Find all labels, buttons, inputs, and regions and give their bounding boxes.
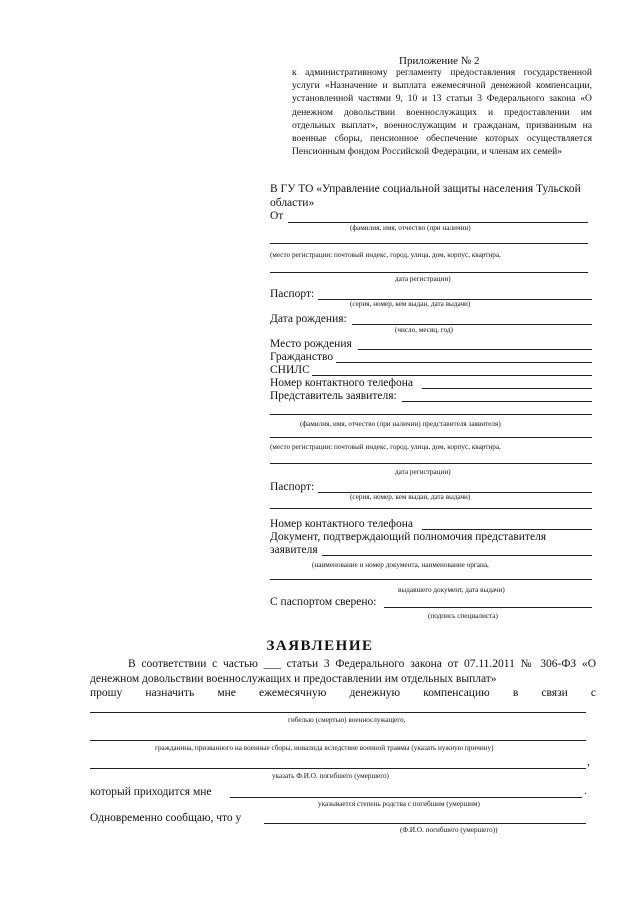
reg-caption: (место регистрации: почтовый индекс, город, улица, дом, корпус, квартира, xyxy=(270,251,501,259)
snils-label: СНИЛС xyxy=(270,364,310,376)
citizenship-line[interactable] xyxy=(336,362,592,363)
phone-label: Номер контактного телефона xyxy=(270,377,414,389)
citizenship-label: Гражданство xyxy=(270,351,334,363)
reg-line[interactable] xyxy=(270,272,588,273)
birth-date-line[interactable] xyxy=(352,324,592,325)
statement-body xyxy=(90,657,596,701)
verified-caption: (подпись специалиста) xyxy=(428,612,498,620)
reason-line-2[interactable] xyxy=(90,740,586,741)
rep-phone-line[interactable] xyxy=(422,529,592,530)
also-line[interactable] xyxy=(264,823,586,824)
appendix-title: Приложение № 2 xyxy=(399,55,480,67)
deceased-line[interactable] xyxy=(90,768,586,769)
from-line[interactable] xyxy=(288,222,588,223)
statement-para-2: прошу назначить мне ежемесячную денежную компенсацию в связи с xyxy=(90,687,596,699)
rep-line-2[interactable] xyxy=(270,414,592,415)
caption-3: указать Ф.И.О. погибшего (умершего) xyxy=(272,772,389,780)
statement-para-1: В соответствии с частью ___ статьи 3 Федерального закона от 07.11.2011 № 306-ФЗ «О денежном довольствии военнослужащих и предоставлении им отдельных выплат» xyxy=(90,658,596,685)
also-caption: (Ф.И.О. погибшего (умершего)) xyxy=(400,826,498,834)
doc-label-1: Документ, подтверждающий полномочия представителя xyxy=(270,531,547,543)
fio-caption: (фамилия, имя, отчество (при наличии) xyxy=(350,224,471,232)
doc-line-2[interactable] xyxy=(270,579,592,580)
snils-line[interactable] xyxy=(312,375,592,376)
rep-phone-label: Номер контактного телефона xyxy=(270,518,414,530)
rep-reg-date-caption: дата регистрации) xyxy=(395,468,451,476)
relation-period: . xyxy=(584,785,587,797)
rep-reg-caption: (место регистрации: почтовый индекс, город, улица, дом, корпус, квартира, xyxy=(270,443,501,451)
recipient-to: В ГУ ТО «Управление социальной защиты населения Тульской области» xyxy=(270,183,581,209)
relation-line[interactable] xyxy=(230,797,582,798)
rep-passport-line-2[interactable] xyxy=(270,508,592,509)
rep-passport-label: Паспорт: xyxy=(270,481,315,493)
rep-reg-line[interactable] xyxy=(270,463,592,464)
relation-caption: указывается степень родства с погибшим (умершим) xyxy=(318,800,480,808)
doc-caption-2: выдавшего документ, дата выдачи) xyxy=(398,586,505,594)
birth-place-line[interactable] xyxy=(358,349,592,350)
doc-label-2: заявителя xyxy=(270,544,318,556)
reason-line-1[interactable] xyxy=(90,712,586,713)
fio-line-2[interactable] xyxy=(270,243,588,244)
reg-date-caption: дата регистрации) xyxy=(395,275,451,283)
doc-caption-1: (наименование и номер документа, наименование органа, xyxy=(312,561,489,569)
passport-caption: (серия, номер, кем выдан, дата выдачи) xyxy=(350,300,471,308)
birth-date-caption: (число, месяц, год) xyxy=(395,326,453,334)
rep-passport-caption: (серия, номер, кем выдан, дата выдачи) xyxy=(350,493,471,501)
verified-line[interactable] xyxy=(384,607,592,608)
rep-fio-line[interactable] xyxy=(270,437,592,438)
birth-date-label: Дата рождения: xyxy=(270,313,347,325)
verified-label: С паспортом сверено: xyxy=(270,596,377,608)
deceased-comma: , xyxy=(587,756,590,768)
statement-heading: ЗАЯВЛЕНИЕ xyxy=(266,638,374,654)
relation-label: который приходится мне xyxy=(90,786,212,798)
caption-2: гражданина, призванного на военные сборы, инвалида вследствие военной травмы (указать нужную причину) xyxy=(155,744,494,752)
from-label: От xyxy=(270,210,284,222)
rep-line[interactable] xyxy=(402,401,592,402)
phone-line[interactable] xyxy=(422,388,592,389)
rep-fio-caption: (фамилия, имя, отчество (при наличии) представителя заявителя) xyxy=(300,420,501,428)
rep-label: Представитель заявителя: xyxy=(270,390,397,402)
also-label: Одновременно сообщаю, что у xyxy=(90,812,242,824)
birth-place-label: Место рождения xyxy=(270,338,352,350)
passport-label: Паспорт: xyxy=(270,288,315,300)
caption-1: гибелью (смертью) военнослужащего, xyxy=(288,716,406,724)
doc-line[interactable] xyxy=(322,555,592,556)
appendix-text: к административному регламенту предоставления государственной услуги «Назначение и выплата ежемесячной денежной компенсации, установленной частями 9, 10 и 13 статьи 3 Федерального закона «О денежном довольствии военнослужащих и предоставлении им отдельных выплат», военнослужащим и гражданам, призванным на военные сборы, пенсионное обеспечение которых осуществляется Пенсионным фондом Российской Федерации, и членам их семей» xyxy=(292,67,592,158)
